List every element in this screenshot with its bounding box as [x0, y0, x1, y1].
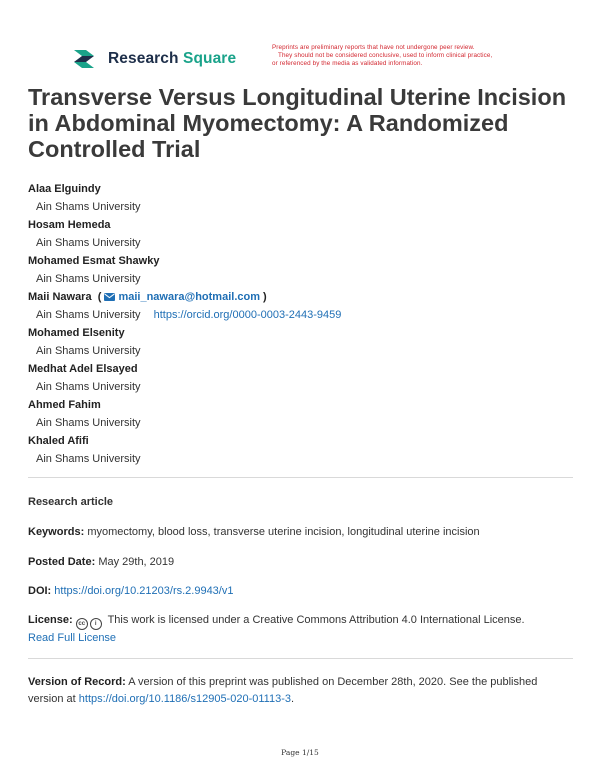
author-name: Khaled Afifi [28, 435, 89, 447]
page-header [72, 44, 572, 84]
author-item [28, 216, 578, 252]
author-affiliation: Ain Shams University [36, 273, 141, 285]
disclaimer-line-2: They should not be considered conclusive, used to inform clinical practice, [278, 52, 493, 60]
author-item [28, 396, 578, 432]
author-item [28, 432, 578, 468]
author-name: Mohamed Esmat Shawky [28, 255, 160, 267]
version-of-record-label: Version of Record: [28, 676, 126, 688]
author-affiliation: Ain Shams University [36, 345, 141, 357]
license-label: License: [28, 614, 73, 626]
author-name: Mohamed Elsenity [28, 327, 125, 339]
cc-license-icons [76, 618, 102, 630]
author-item [28, 324, 578, 360]
author-email-link[interactable] [104, 291, 260, 303]
posted-date-label: Posted Date: [28, 556, 96, 568]
divider [28, 658, 573, 659]
disclaimer-line-1: Preprints are preliminary reports that have not undergone peer review. [272, 44, 475, 51]
disclaimer-line-3: or referenced by the media as validated information. [272, 60, 423, 68]
keywords-value: myomectomy, blood loss, transverse uterine incision, longitudinal uterine incision [87, 526, 480, 538]
cc-icon: cc [76, 618, 88, 630]
version-of-record-end: . [290, 693, 295, 705]
page-number: Page 1/15 [281, 748, 319, 757]
author-affiliation: Ain Shams University [36, 309, 141, 321]
author-name: Alaa Elguindy [28, 183, 101, 195]
keywords-label: Keywords: [28, 526, 85, 538]
paper-title: Transverse Versus Longitudinal Uterine Incision in Abdominal Myomectomy: A Randomized Controlled Trial [28, 84, 567, 162]
posted-date-value: May 29th, 2019 [98, 556, 175, 568]
orcid-link[interactable]: https://orcid.org/0000-0003-2443-9459 [153, 309, 342, 321]
research-square-logo[interactable] [72, 48, 236, 70]
keywords-section [28, 524, 573, 541]
author-name: Medhat Adel Elsayed [28, 363, 138, 375]
brand-name-part1: Research [108, 50, 184, 67]
cc-by-icon: i [90, 618, 102, 630]
author-list [28, 180, 578, 468]
author-email-wrap: ( maii_nawara@hotmail.com ) [94, 291, 267, 303]
author-item [28, 180, 578, 216]
author-affiliation-row [28, 306, 578, 324]
research-square-logo-icon [72, 48, 102, 70]
brand-name [108, 50, 236, 68]
author-email: maii_nawara@hotmail.com [118, 291, 260, 303]
preprint-disclaimer [272, 44, 562, 69]
author-item [28, 252, 578, 288]
version-of-record-text: A version of this preprint was published on December 28th, 2020. See the published version at [28, 676, 538, 705]
author-affiliation: Ain Shams University [36, 417, 141, 429]
doi-link[interactable]: https://doi.org/10.21203/rs.2.9943/v1 [54, 585, 234, 597]
author-affiliation: Ain Shams University [36, 453, 141, 465]
doi-section [28, 583, 573, 600]
article-type: Research article [28, 496, 113, 508]
author-item-corresponding [28, 288, 578, 324]
author-affiliation: Ain Shams University [36, 201, 141, 213]
mail-icon [104, 293, 115, 301]
author-affiliation: Ain Shams University [36, 381, 141, 393]
version-of-record-link[interactable]: https://doi.org/10.1186/s12905-020-01113-3 [78, 693, 291, 705]
author-item [28, 360, 578, 396]
license-text: This work is licensed under a Creative Commons Attribution 4.0 International License. [107, 614, 525, 626]
author-affiliation: Ain Shams University [36, 237, 141, 249]
brand-name-part2: Square [183, 50, 237, 67]
license-section [28, 612, 573, 647]
divider [28, 477, 573, 478]
author-name: Hosam Hemeda [28, 219, 111, 231]
doi-label: DOI: [28, 585, 52, 597]
read-full-license-link[interactable]: Read Full License [28, 632, 117, 644]
author-name: Maii Nawara [28, 291, 92, 303]
posted-date-section [28, 554, 573, 571]
author-name-row [28, 288, 578, 306]
version-of-record-section [28, 674, 573, 708]
author-name: Ahmed Fahim [28, 399, 101, 411]
